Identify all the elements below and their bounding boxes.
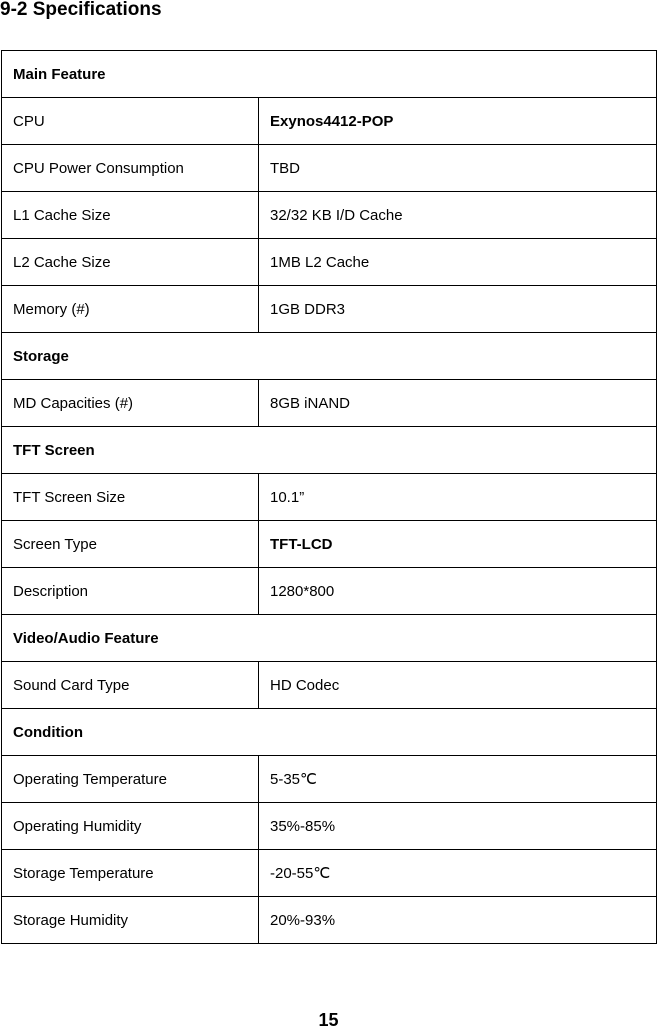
page-number: 15 [318, 1010, 339, 1030]
spec-label: Storage Temperature [2, 850, 259, 897]
spec-row [2, 380, 657, 427]
spec-label: Operating Temperature [2, 756, 259, 803]
spec-row [2, 897, 657, 944]
spec-row [2, 145, 657, 192]
spec-value: TBD [259, 145, 657, 192]
spec-value: 1280*800 [259, 568, 657, 615]
specifications-table-body [2, 51, 657, 944]
section-row [2, 427, 657, 474]
section-title: Video/Audio Feature [2, 615, 657, 662]
spec-value: 10.1” [259, 474, 657, 521]
spec-value: 8GB iNAND [259, 380, 657, 427]
spec-row [2, 803, 657, 850]
spec-label: Sound Card Type [2, 662, 259, 709]
spec-value: 20%-93% [259, 897, 657, 944]
spec-label: MD Capacities (#) [2, 380, 259, 427]
spec-row [2, 662, 657, 709]
spec-row [2, 521, 657, 568]
spec-row [2, 239, 657, 286]
spec-value: 1GB DDR3 [259, 286, 657, 333]
section-heading: 9-2 Specifications [0, 0, 162, 20]
spec-value: HD Codec [259, 662, 657, 709]
section-title: TFT Screen [2, 427, 657, 474]
spec-label: Operating Humidity [2, 803, 259, 850]
spec-row [2, 568, 657, 615]
spec-value: 35%-85% [259, 803, 657, 850]
spec-label: CPU [2, 98, 259, 145]
section-title: Condition [2, 709, 657, 756]
spec-label: Storage Humidity [2, 897, 259, 944]
spec-label: CPU Power Consumption [2, 145, 259, 192]
spec-label: L2 Cache Size [2, 239, 259, 286]
spec-label: Memory (#) [2, 286, 259, 333]
spec-value: 5-35℃ [259, 756, 657, 803]
spec-label: Screen Type [2, 521, 259, 568]
spec-value: 1MB L2 Cache [259, 239, 657, 286]
spec-value: Exynos4412-POP [259, 98, 657, 145]
spec-label: Description [2, 568, 259, 615]
spec-row [2, 98, 657, 145]
section-title: Storage [2, 333, 657, 380]
spec-value: TFT-LCD [259, 521, 657, 568]
spec-row [2, 474, 657, 521]
spec-label: L1 Cache Size [2, 192, 259, 239]
specifications-table [1, 50, 657, 944]
section-title: Main Feature [2, 51, 657, 98]
section-row [2, 333, 657, 380]
spec-row [2, 286, 657, 333]
spec-row [2, 192, 657, 239]
spec-row [2, 756, 657, 803]
spec-row [2, 850, 657, 897]
spec-value: -20-55℃ [259, 850, 657, 897]
section-row [2, 615, 657, 662]
section-row [2, 51, 657, 98]
spec-value: 32/32 KB I/D Cache [259, 192, 657, 239]
spec-label: TFT Screen Size [2, 474, 259, 521]
section-row [2, 709, 657, 756]
